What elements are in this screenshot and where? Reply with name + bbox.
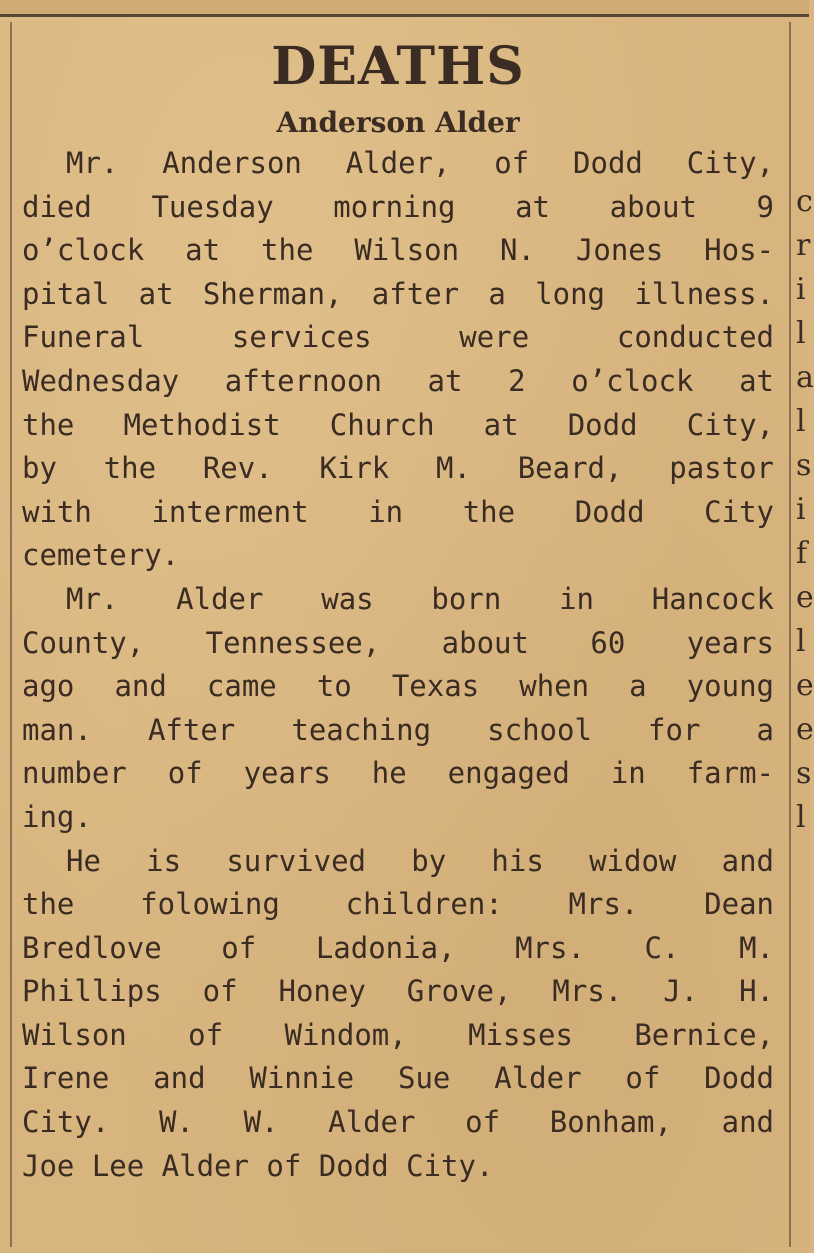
- text-line: with interment in the Dodd City: [22, 494, 774, 529]
- text-line: Irene and Winnie Sue Alder of Dodd: [22, 1061, 774, 1096]
- obituary-column: [22, 36, 774, 1188]
- text-line: ing.: [22, 799, 92, 834]
- fragment-letter: i: [796, 272, 806, 307]
- text-line: pital at Sherman, after a long illness.: [22, 276, 774, 311]
- fragment-letter: a: [796, 360, 814, 395]
- text-line: Wilson of Windom, Misses Bernice,: [22, 1017, 774, 1052]
- text-line: Phillips of Honey Grove, Mrs. J. H.: [22, 974, 774, 1009]
- text-line: the folowing children: Mrs. Dean: [22, 887, 774, 922]
- fragment-letter: e: [796, 580, 814, 615]
- fragment-letter: l: [796, 800, 806, 835]
- fragment-letter: s: [796, 756, 812, 791]
- fragment-letter: l: [796, 316, 806, 351]
- text-line: o’clock at the Wilson N. Jones Hos-: [22, 233, 774, 268]
- text-line: number of years he engaged in farm-: [22, 756, 774, 791]
- fragment-letter: i: [796, 492, 806, 527]
- top-border-rule: [0, 0, 809, 17]
- text-line: Funeral services were conducted: [22, 320, 774, 355]
- text-line: City. W. W. Alder of Bonham, and: [22, 1105, 774, 1140]
- text-line: Mr. Alder was born in Hancock: [66, 581, 774, 616]
- fragment-letter: l: [796, 624, 806, 659]
- adjacent-column-fragments: [796, 180, 814, 840]
- text-line: ago and came to Texas when a young: [22, 669, 774, 704]
- text-line: died Tuesday morning at about 9: [22, 189, 774, 224]
- text-line: the Methodist Church at Dodd City,: [22, 407, 774, 442]
- text-line: cemetery.: [22, 538, 180, 573]
- obituary-subhead: Anderson Alder: [276, 106, 520, 139]
- fragment-letter: f: [796, 536, 808, 571]
- fragment-letter: l: [796, 404, 806, 439]
- text-line: County, Tennessee, about 60 years: [22, 625, 774, 660]
- obituary-paragraph-3: [22, 840, 774, 1189]
- fragment-letter: e: [796, 668, 814, 703]
- fragment-letter: c: [796, 184, 813, 219]
- text-line: man. After teaching school for a: [22, 712, 774, 747]
- right-column-rule: [789, 22, 791, 1247]
- fragment-letter: r: [796, 228, 811, 263]
- text-line: Joe Lee Alder of Dodd City.: [22, 1148, 494, 1183]
- text-line: Wednesday afternoon at 2 o’clock at: [22, 363, 774, 398]
- fragment-letter: e: [796, 712, 814, 747]
- obituary-paragraph-1: [22, 142, 774, 578]
- fragment-letter: s: [796, 448, 812, 483]
- text-line: Bredlove of Ladonia, Mrs. C. M.: [22, 930, 774, 965]
- obituary-paragraph-2: [22, 578, 774, 840]
- text-line: Mr. Anderson Alder, of Dodd City,: [66, 146, 774, 180]
- left-column-rule: [10, 22, 12, 1247]
- section-headline: DEATHS: [271, 36, 525, 97]
- text-line: by the Rev. Kirk M. Beard, pastor: [22, 451, 774, 486]
- text-line: He is survived by his widow and: [66, 843, 774, 878]
